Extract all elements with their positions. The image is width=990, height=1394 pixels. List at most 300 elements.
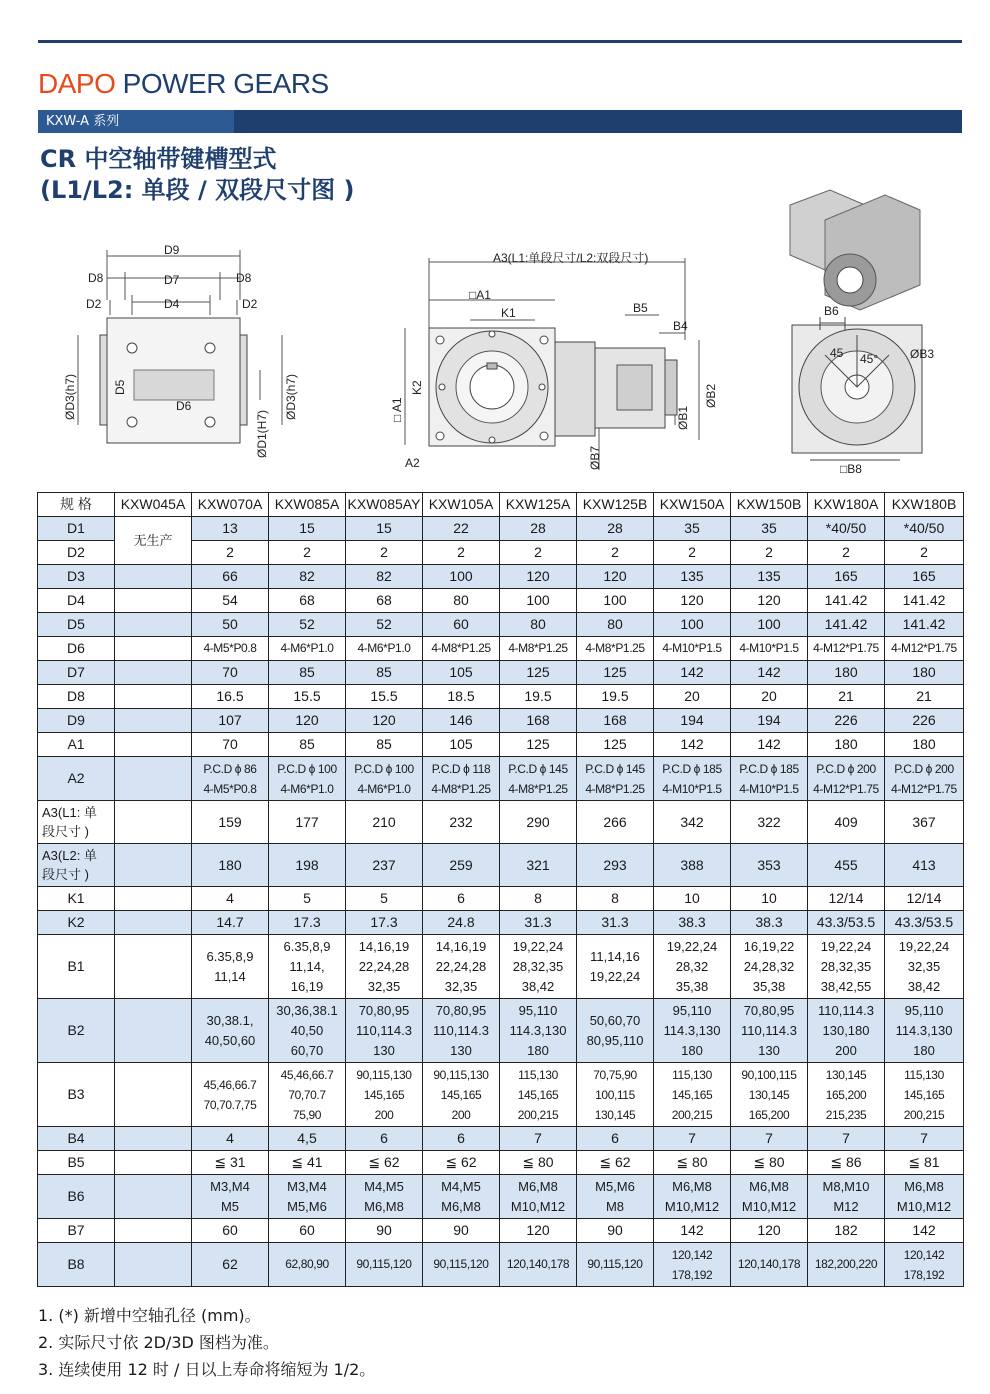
- table-row: [38, 844, 964, 887]
- table-cell: 31.3: [500, 911, 577, 935]
- table-cell: 4-M6*P1.0: [269, 637, 346, 661]
- table-cell: 35: [731, 517, 808, 541]
- table-cell: M6,M8 M10,M12: [731, 1175, 808, 1219]
- empty-cell: [115, 637, 192, 661]
- table-cell: 38.3: [731, 911, 808, 935]
- empty-cell: [115, 733, 192, 757]
- title-line2: (L1/L2: 单段 / 双段尺寸图 ): [40, 176, 355, 204]
- empty-cell: [115, 661, 192, 685]
- row-label: D1: [38, 517, 115, 541]
- table-cell: 2: [808, 541, 885, 565]
- table-row: [38, 1175, 964, 1219]
- label-d8-left: D8: [88, 271, 104, 285]
- table-cell: P.C.D ϕ 185 4-M10*P1.5: [654, 757, 731, 801]
- table-cell: 165: [808, 565, 885, 589]
- label-b8: □B8: [840, 462, 862, 475]
- table-cell: 13: [192, 517, 269, 541]
- label-d5: D5: [113, 379, 127, 395]
- label-d2-right: D2: [242, 297, 258, 311]
- header-model: KXW105A: [423, 493, 500, 517]
- table-cell: 232: [423, 801, 500, 844]
- table-cell: 141.42: [808, 613, 885, 637]
- table-cell: 45,46,66.7 70,70.7 75,90: [269, 1063, 346, 1127]
- table-cell: *40/50: [808, 517, 885, 541]
- label-b2: ØB2: [704, 383, 718, 408]
- label-d6: D6: [176, 399, 192, 413]
- table-cell: 4-M10*P1.5: [731, 637, 808, 661]
- empty-cell: [115, 1151, 192, 1175]
- table-cell: 90,115,120: [346, 1243, 423, 1287]
- table-cell: 95,110 114.3,130 180: [500, 999, 577, 1063]
- table-cell: P.C.D ϕ 185 4-M10*P1.5: [731, 757, 808, 801]
- row-label: K2: [38, 911, 115, 935]
- table-cell: 2: [192, 541, 269, 565]
- table-cell: 120: [731, 1219, 808, 1243]
- empty-cell: [115, 1243, 192, 1287]
- drawing-front-view: [385, 250, 730, 480]
- empty-cell: [115, 999, 192, 1063]
- label-b7: ØB7: [588, 445, 602, 470]
- table-row: [38, 935, 964, 999]
- table-cell: 180: [808, 661, 885, 685]
- label-d3-right: ØD3(h7): [284, 373, 298, 420]
- empty-cell: [115, 911, 192, 935]
- table-cell: 17.3: [269, 911, 346, 935]
- note-1: 1. (*) 新增中空轴孔径 (mm)。: [38, 1306, 261, 1325]
- title-line1: CR 中空轴带键槽型式: [40, 145, 277, 173]
- table-cell: 15: [346, 517, 423, 541]
- table-row: [38, 613, 964, 637]
- label-angle-right: 45°: [860, 352, 879, 366]
- table-cell: 226: [885, 709, 964, 733]
- table-cell: M6,M8 M10,M12: [654, 1175, 731, 1219]
- table-cell: 2: [654, 541, 731, 565]
- table-cell: 70: [192, 661, 269, 685]
- table-cell: 43.3/53.5: [808, 911, 885, 935]
- table-cell: 8: [577, 887, 654, 911]
- table-row: [38, 637, 964, 661]
- table-cell: 68: [269, 589, 346, 613]
- row-label: B5: [38, 1151, 115, 1175]
- label-d2-left: D2: [86, 297, 102, 311]
- table-cell: 125: [577, 733, 654, 757]
- table-cell: 107: [192, 709, 269, 733]
- table-cell: 266: [577, 801, 654, 844]
- table-cell: 130,145 165,200 215,235: [808, 1063, 885, 1127]
- table-cell: 6: [577, 1127, 654, 1151]
- table-cell: ≦ 80: [731, 1151, 808, 1175]
- table-row: [38, 685, 964, 709]
- table-cell: 6.35,8,9 11,14, 16,19: [269, 935, 346, 999]
- label-d3-left: ØD3(h7): [63, 373, 77, 420]
- table-cell: M5,M6 M8: [577, 1175, 654, 1219]
- table-cell: 180: [808, 733, 885, 757]
- table-cell: 19,22,24 28,32 35,38: [654, 935, 731, 999]
- table-cell: P.C.D ϕ 100 4-M6*P1.0: [346, 757, 423, 801]
- table-cell: 35: [654, 517, 731, 541]
- table-cell: 90,115,120: [577, 1243, 654, 1287]
- table-cell: 198: [269, 844, 346, 887]
- table-cell: 180: [192, 844, 269, 887]
- table-cell: 2: [885, 541, 964, 565]
- table-cell: 4-M8*P1.25: [423, 637, 500, 661]
- table-cell: 120,140,178: [731, 1243, 808, 1287]
- label-b4: B4: [673, 319, 688, 333]
- table-cell: 17.3: [346, 911, 423, 935]
- row-label: D3: [38, 565, 115, 589]
- table-row: [38, 1127, 964, 1151]
- table-cell: 120: [269, 709, 346, 733]
- table-body: [38, 517, 964, 1287]
- table-row: [38, 801, 964, 844]
- table-row: [38, 757, 964, 801]
- table-cell: 60: [423, 613, 500, 637]
- table-cell: 12/14: [885, 887, 964, 911]
- header-model: KXW125B: [577, 493, 654, 517]
- table-cell: 367: [885, 801, 964, 844]
- table-cell: 45,46,66.7 70,70.7,75: [192, 1063, 269, 1127]
- table-cell: 85: [269, 661, 346, 685]
- header-model: KXW180B: [885, 493, 964, 517]
- table-cell: 62: [192, 1243, 269, 1287]
- table-cell: 82: [346, 565, 423, 589]
- brand-power-gears: POWER GEARS: [122, 68, 329, 99]
- table-cell: 105: [423, 733, 500, 757]
- row-label: A3(L2: 单 段尺寸 ): [38, 844, 115, 887]
- table-cell: M4,M5 M6,M8: [423, 1175, 500, 1219]
- table-cell: 4-M10*P1.5: [654, 637, 731, 661]
- table-cell: 7: [885, 1127, 964, 1151]
- label-k2: K2: [410, 380, 424, 395]
- table-cell: 2: [500, 541, 577, 565]
- empty-cell: [115, 613, 192, 637]
- table-cell: 120: [346, 709, 423, 733]
- label-d4: D4: [164, 297, 180, 311]
- table-row: [38, 887, 964, 911]
- table-cell: 10: [731, 887, 808, 911]
- table-cell: ≦ 80: [654, 1151, 731, 1175]
- table-cell: 8: [500, 887, 577, 911]
- table-cell: 19,22,24 28,32,35 38,42: [500, 935, 577, 999]
- row-label: B7: [38, 1219, 115, 1243]
- label-a3: A3(L1:单段尺寸/L2:双段尺寸): [493, 251, 649, 265]
- row-label: A1: [38, 733, 115, 757]
- label-d1: ØD1(H7): [255, 409, 269, 458]
- table-row: [38, 709, 964, 733]
- label-k1: K1: [501, 306, 516, 320]
- table-row: [38, 517, 964, 541]
- spec-table: [37, 492, 964, 1287]
- table-cell: P.C.D ϕ 100 4-M6*P1.0: [269, 757, 346, 801]
- table-cell: 90: [346, 1219, 423, 1243]
- table-cell: 90: [423, 1219, 500, 1243]
- table-cell: M4,M5 M6,M8: [346, 1175, 423, 1219]
- label-b1: ØB1: [676, 405, 690, 430]
- table-cell: 388: [654, 844, 731, 887]
- header-model: KXW150A: [654, 493, 731, 517]
- table-cell: 115,130 145,165 200,215: [500, 1063, 577, 1127]
- table-row: [38, 1243, 964, 1287]
- row-label: A3(L1: 单 段尺寸 ): [38, 801, 115, 844]
- empty-cell: [115, 589, 192, 613]
- table-cell: 21: [885, 685, 964, 709]
- table-cell: ≦ 31: [192, 1151, 269, 1175]
- table-cell: P.C.D ϕ 200 4-M12*P1.75: [885, 757, 964, 801]
- table-cell: M3,M4 M5,M6: [269, 1175, 346, 1219]
- table-cell: 110,114.3 130,180 200: [808, 999, 885, 1063]
- table-cell: 100: [577, 589, 654, 613]
- table-cell: 2: [731, 541, 808, 565]
- label-d7: D7: [164, 273, 180, 287]
- table-cell: 4: [192, 1127, 269, 1151]
- table-cell: 2: [577, 541, 654, 565]
- table-cell: 142: [654, 1219, 731, 1243]
- table-row: [38, 911, 964, 935]
- table-cell: 90: [577, 1219, 654, 1243]
- table-cell: 90,115,130 145,165 200: [346, 1063, 423, 1127]
- table-cell: 85: [346, 733, 423, 757]
- table-cell: 4-M8*P1.25: [577, 637, 654, 661]
- table-cell: 19.5: [500, 685, 577, 709]
- table-cell: 182,200,220: [808, 1243, 885, 1287]
- label-b6: B6: [824, 304, 839, 318]
- table-cell: P.C.D ϕ 200 4-M12*P1.75: [808, 757, 885, 801]
- table-cell: 4-M8*P1.25: [500, 637, 577, 661]
- header-model: KXW070A: [192, 493, 269, 517]
- table-cell: 52: [346, 613, 423, 637]
- table-cell: 7: [654, 1127, 731, 1151]
- row-label: D4: [38, 589, 115, 613]
- table-row: [38, 1219, 964, 1243]
- table-cell: 24.8: [423, 911, 500, 935]
- table-cell: 120: [731, 589, 808, 613]
- table-cell: 259: [423, 844, 500, 887]
- label-angle-left: 45: [830, 346, 844, 360]
- table-cell: 120: [654, 589, 731, 613]
- table-cell: 4-M12*P1.75: [808, 637, 885, 661]
- table-row: [38, 661, 964, 685]
- table-cell: 6: [346, 1127, 423, 1151]
- label-b5: B5: [633, 301, 648, 315]
- table-cell: 16,19,22 24,28,32 35,38: [731, 935, 808, 999]
- table-cell: 82: [269, 565, 346, 589]
- table-cell: 120: [500, 565, 577, 589]
- table-cell: 80: [577, 613, 654, 637]
- table-cell: 15: [269, 517, 346, 541]
- table-cell: P.C.D ϕ 118 4-M8*P1.25: [423, 757, 500, 801]
- table-cell: 95,110 114.3,130 180: [885, 999, 964, 1063]
- row-label: D7: [38, 661, 115, 685]
- table-cell: 182: [808, 1219, 885, 1243]
- table-cell: 100: [654, 613, 731, 637]
- row-label: B6: [38, 1175, 115, 1219]
- table-cell: 14,16,19 22,24,28 32,35: [346, 935, 423, 999]
- table-cell: 146: [423, 709, 500, 733]
- table-cell: 70,80,95 110,114.3 130: [731, 999, 808, 1063]
- table-cell: 20: [654, 685, 731, 709]
- row-label: D6: [38, 637, 115, 661]
- table-cell: 80: [500, 613, 577, 637]
- table-cell: ≦ 62: [423, 1151, 500, 1175]
- table-cell: 70,80,95 110,114.3 130: [423, 999, 500, 1063]
- table-cell: 60: [192, 1219, 269, 1243]
- row-label: A2: [38, 757, 115, 801]
- table-header-row: [38, 493, 964, 517]
- table-cell: 80: [423, 589, 500, 613]
- table-cell: 168: [500, 709, 577, 733]
- no-production-cell: 无生产: [115, 517, 192, 565]
- table-row: [38, 1151, 964, 1175]
- table-cell: 15.5: [346, 685, 423, 709]
- row-label: D5: [38, 613, 115, 637]
- row-label: D9: [38, 709, 115, 733]
- table-cell: 409: [808, 801, 885, 844]
- table-cell: 12/14: [808, 887, 885, 911]
- label-d9: D9: [164, 243, 180, 257]
- empty-cell: [115, 1127, 192, 1151]
- empty-cell: [115, 685, 192, 709]
- table-cell: 6: [423, 887, 500, 911]
- table-cell: 15.5: [269, 685, 346, 709]
- table-cell: 95,110 114.3,130 180: [654, 999, 731, 1063]
- empty-cell: [115, 935, 192, 999]
- header-corner: 规 格: [38, 493, 115, 517]
- table-cell: 21: [808, 685, 885, 709]
- table-cell: 290: [500, 801, 577, 844]
- table-cell: 14,16,19 22,24,28 32,35: [423, 935, 500, 999]
- table-cell: 125: [577, 661, 654, 685]
- table-cell: 135: [731, 565, 808, 589]
- table-cell: 4-M12*P1.75: [885, 637, 964, 661]
- empty-cell: [115, 844, 192, 887]
- table-cell: 10: [654, 887, 731, 911]
- table-cell: 50: [192, 613, 269, 637]
- table-cell: 4-M5*P0.8: [192, 637, 269, 661]
- table-cell: 4: [192, 887, 269, 911]
- table-cell: 120: [577, 565, 654, 589]
- table-cell: 293: [577, 844, 654, 887]
- table-cell: 194: [654, 709, 731, 733]
- table-cell: 4,5: [269, 1127, 346, 1151]
- header-model: KXW085A: [269, 493, 346, 517]
- table-cell: 5: [346, 887, 423, 911]
- table-cell: 142: [654, 733, 731, 757]
- table-cell: 168: [577, 709, 654, 733]
- table-cell: 125: [500, 661, 577, 685]
- table-cell: 180: [885, 661, 964, 685]
- table-cell: 16.5: [192, 685, 269, 709]
- series-label: KXW-A 系列: [38, 110, 234, 133]
- row-label: B4: [38, 1127, 115, 1151]
- table-cell: 68: [346, 589, 423, 613]
- table-cell: 100: [500, 589, 577, 613]
- table-cell: 19.5: [577, 685, 654, 709]
- empty-cell: [115, 565, 192, 589]
- table-cell: M6,M8 M10,M12: [885, 1175, 964, 1219]
- table-cell: 115,130 145,165 200,215: [654, 1063, 731, 1127]
- table-cell: 142: [731, 733, 808, 757]
- label-b3: ØB3: [910, 347, 935, 361]
- table-cell: P.C.D ϕ 86 4-M5*P0.8: [192, 757, 269, 801]
- table-cell: ≦ 86: [808, 1151, 885, 1175]
- table-cell: 194: [731, 709, 808, 733]
- table-cell: 342: [654, 801, 731, 844]
- empty-cell: [115, 1219, 192, 1243]
- empty-cell: [115, 709, 192, 733]
- table-cell: 100: [423, 565, 500, 589]
- table-cell: 31.3: [577, 911, 654, 935]
- table-cell: 115,130 145,165 200,215: [885, 1063, 964, 1127]
- table-cell: 5: [269, 887, 346, 911]
- table-cell: 141.42: [808, 589, 885, 613]
- table-cell: 455: [808, 844, 885, 887]
- table-cell: ≦ 41: [269, 1151, 346, 1175]
- table-cell: 28: [500, 517, 577, 541]
- table-cell: 142: [731, 661, 808, 685]
- table-cell: 100: [731, 613, 808, 637]
- table-cell: ≦ 62: [577, 1151, 654, 1175]
- table-cell: 210: [346, 801, 423, 844]
- table-cell: 70: [192, 733, 269, 757]
- table-cell: 18.5: [423, 685, 500, 709]
- table-cell: 70,75,90 100,115 130,145: [577, 1063, 654, 1127]
- table-cell: 6: [423, 1127, 500, 1151]
- page-title: [40, 144, 354, 206]
- table-cell: 105: [423, 661, 500, 685]
- table-cell: 14.7: [192, 911, 269, 935]
- row-label: B3: [38, 1063, 115, 1127]
- table-cell: 90,115,120: [423, 1243, 500, 1287]
- header-model: KXW150B: [731, 493, 808, 517]
- table-cell: ≦ 80: [500, 1151, 577, 1175]
- table-cell: 6.35,8,9 11,14: [192, 935, 269, 999]
- brand-title: [38, 68, 329, 100]
- drawing-side-view: [60, 240, 310, 465]
- table-cell: 120,142 178,192: [654, 1243, 731, 1287]
- note-2: 2. 实际尺寸依 2D/3D 图档为准。: [38, 1333, 279, 1352]
- note-3: 3. 连续使用 12 时 / 日以上寿命将缩短为 1/2。: [38, 1360, 376, 1379]
- label-a1: □A1: [469, 288, 491, 302]
- table-cell: 165: [885, 565, 964, 589]
- table-cell: 85: [269, 733, 346, 757]
- table-cell: 141.42: [885, 589, 964, 613]
- table-cell: 180: [885, 733, 964, 757]
- table-cell: 135: [654, 565, 731, 589]
- table-cell: 321: [500, 844, 577, 887]
- table-cell: 322: [731, 801, 808, 844]
- table-cell: 66: [192, 565, 269, 589]
- header-model: KXW125A: [500, 493, 577, 517]
- table-cell: 30,38.1, 40,50,60: [192, 999, 269, 1063]
- row-label: K1: [38, 887, 115, 911]
- table-cell: 90,115,130 145,165 200: [423, 1063, 500, 1127]
- row-label: B2: [38, 999, 115, 1063]
- empty-cell: [115, 1175, 192, 1219]
- row-label: D8: [38, 685, 115, 709]
- table-cell: M8,M10 M12: [808, 1175, 885, 1219]
- row-label: B1: [38, 935, 115, 999]
- brand-dapo: DAPO: [38, 68, 116, 99]
- table-cell: P.C.D ϕ 145 4-M8*P1.25: [577, 757, 654, 801]
- table-cell: 141.42: [885, 613, 964, 637]
- table-cell: 125: [500, 733, 577, 757]
- table-cell: M3,M4 M5: [192, 1175, 269, 1219]
- table-row: [38, 589, 964, 613]
- empty-cell: [115, 757, 192, 801]
- table-cell: 28: [577, 517, 654, 541]
- table-cell: 50,60,70 80,95,110: [577, 999, 654, 1063]
- table-cell: 7: [731, 1127, 808, 1151]
